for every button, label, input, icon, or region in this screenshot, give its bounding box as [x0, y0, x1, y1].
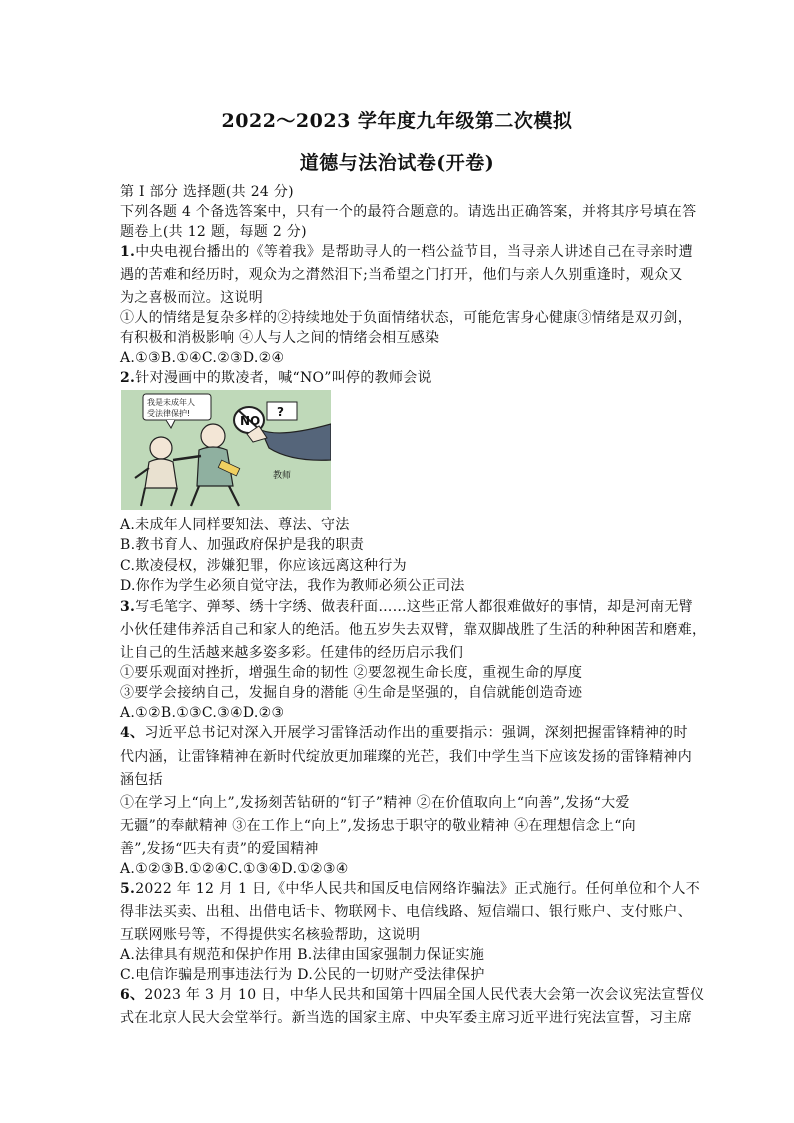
teacher-label: 教师: [273, 471, 292, 481]
question-6-stem: 6、2023 年 3 月 10 日，中华人民共和国第十四届全国人民代表大会第一次会议宪法宣誓仪: [120, 987, 705, 1003]
bubble-text-1: 我是未成年人: [147, 398, 195, 407]
bubble-text-2: 受法律保护!: [147, 409, 191, 418]
question-number: 5.: [120, 881, 136, 897]
exam-subtitle: 道德与法治试卷(开卷): [299, 152, 495, 174]
question-3-stem: 让自己的生活越来越多姿多彩。任建伟的经历启示我们: [120, 645, 464, 661]
question-2-option-b: B.教书育人、加强政府保护是我的职责: [120, 537, 365, 553]
question-3-options: A.①②B.①③C.③④D.②③: [120, 705, 285, 721]
question-number: 2.: [120, 370, 136, 386]
question-4-stem: 4、习近平总书记对深入开展学习雷锋活动作出的重要指示：强调，深刻把握雷锋精神的时: [120, 725, 688, 741]
question-6-stem: 式在北京人民大会堂举行。新当选的国家主席、中央军委主席习近平进行宪法宣誓，习主席: [120, 1010, 692, 1026]
question-2-stem: 2.针对漫画中的欺凌者，喊“NO”叫停的教师会说: [120, 370, 432, 386]
part-heading: 第 I 部分 选择题(共 24 分): [120, 184, 294, 200]
question-3-stem: 3.写毛笔字、弹琴、绣十字绣、做表秆面……这些正常人都很难做好的事情，却是河南无臂: [120, 599, 693, 615]
question-1-stem: 遇的苦难和经历时，观众为之潸然泪下;当希望之门打开，他们与亲人久别重逢时，观众又: [120, 267, 683, 283]
question-5-options-cd: C.电信诈骗是刑事违法行为 D.公民的一切财产受法律保护: [120, 967, 485, 983]
question-4-stem: 涵包括: [120, 772, 163, 788]
question-2-option-a: A.未成年人同样要知法、尊法、守法: [120, 517, 350, 533]
instruction-line: 题卷上(共 12 题，每题 2 分): [120, 224, 307, 240]
question-4-statements: ①在学习上“向上”,发扬刻苦钻研的“钉子”精神 ②在价值取向上“向善”,发扬“大爱: [120, 795, 630, 811]
question-5-options-ab: A.法律具有规范和保护作用 B.法律由国家强制力保证实施: [120, 947, 485, 963]
question-3-statements: ①要乐观面对挫折，增强生命的韧性 ②要忽视生命长度，重视生命的厚度: [120, 665, 583, 681]
exam-title: 2022～2023 学年度九年级第二次模拟: [221, 110, 573, 132]
question-5-stem: 得非法买卖、出租、出借电话卡、物联网卡、电信线路、短信端口、银行账户、支付账户、: [120, 904, 692, 920]
question-5-stem: 互联网账号等，不得提供实名核验帮助，这说明: [120, 927, 421, 943]
question-number: 6、: [120, 987, 145, 1003]
question-4-statements: 无疆”的奉献精神 ③在工作上“向上”,发扬忠于职守的敬业精神 ④在理想信念上“向: [120, 818, 636, 834]
question-4-statements: 善”,发扬“匹夫有责”的爱国精神: [120, 841, 319, 857]
instruction-line: 下列各题 4 个备选答案中，只有一个的最符合题意的。请选出正确答案，并将其序号填在答: [120, 204, 697, 220]
no-sign-text: NO: [240, 414, 261, 428]
question-1-stem: 1.中央电视台播出的《等着我》是帮助寻人的一档公益节目，当寻亲人讲述自己在寻亲时遭: [120, 244, 693, 260]
question-1-statements: 有积极和消极影响 ④人与人之间的情绪会相互感染: [120, 330, 440, 346]
cartoon-drawing: [121, 390, 331, 510]
question-3-statements: ③要学会接纳自己，发掘自身的潜能 ④生命是坚强的，自信就能创造奇迹: [120, 685, 583, 701]
question-1-stem: 为之喜极而泣。这说明: [120, 290, 263, 306]
question-number: 3.: [120, 599, 136, 615]
question-4-stem: 代内涵，让雷锋精神在新时代绽放更加璀璨的光芒，我们中学生当下应该发扬的雷锋精神内: [120, 749, 692, 765]
question-mark-text: ?: [277, 405, 284, 419]
question-1-statements: ①人的情绪是复杂多样的②持续地处于负面情绪状态，可能危害身心健康③情绪是双刃剑，: [120, 310, 692, 326]
question-2-option-d: D.你作为学生必须自觉守法，我作为教师必须公正司法: [120, 578, 465, 594]
question-number: 1.: [120, 244, 136, 260]
question-3-stem: 小伙任建伟养活自己和家人的绝活。他五岁失去双臂，靠双脚战胜了生活的种种困苦和磨难，: [120, 622, 707, 638]
question-number: 4、: [120, 725, 145, 741]
question-2-option-c: C.欺凌侵权，涉嫌犯罪，你应该远离这种行为: [120, 558, 407, 574]
question-4-options: A.①②③B.①②④C.①③④D.①②③④: [120, 861, 349, 877]
question-1-options: A.①③B.①④C.②③D.②④: [120, 350, 285, 366]
question-5-stem: 5.2022 年 12 月 1 日,《中华人民共和国反电信网络诈骗法》正式施行。任何单位和个人不: [120, 881, 701, 897]
bullying-cartoon: [121, 390, 331, 510]
